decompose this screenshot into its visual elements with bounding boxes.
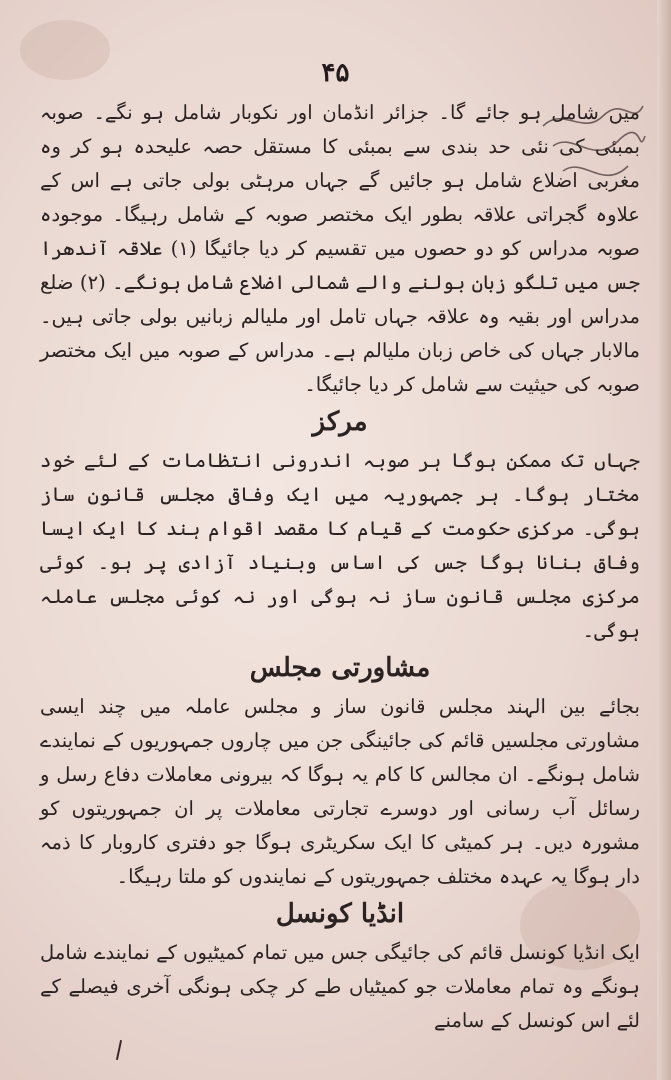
paragraph-provinces: میں شامل ہو جائے گا۔ جزائر انڈمان اور نکوبار شامل ہو نگے۔ صوبہ بمبئی کی نئی حد بندی سے بمبئی کا مستقل حصہ علیحدہ ہو کر وہ مغربی اضلاع شامل ہو جائیں گے جہاں مرہٹی بولی جاتی ہے اس کے علاوہ گجراتی علاقہ بطور ایک مختصر صوبہ کے شامل رہیگا۔ موجودہ صوبہ مدراس کو دو حصوں میں تقسیم کر دیا جائیگا (۱) علاقہ آندھرا جس میں تلگو زبان بولنے والے شمالی اضلاع شامل ہونگے۔ (۲) ضلع مدراس اور بقیہ وہ علاقہ جہاں تامل اور ملیالم زبانیں بولی جاتی ہیں۔ مالابار جہاں کی خاص زبان ملیالم ہے۔ مدراس کے صوبہ میں ایک مختصر صوبہ کی حیثیت سے شامل کر دیا جائیگا۔ bbox=[40, 101, 640, 396]
page-edge bbox=[657, 0, 671, 1080]
paragraph-india-council: ایک انڈیا کونسل قائم کی جائیگی جس میں تمام کمیٹیوں کے نمایندے شامل ہونگے وہ تمام معاملات جو کمیٹیاں طے کر چکی ہونگی آخری فیصلے کے لئے اس کونسل کے سامنے bbox=[40, 941, 640, 1032]
paragraph-advisory-council: بجائے بین الہند مجلس قانون ساز و مجلس عاملہ میں چند ایسی مشاورتی مجلسیں قائم کی جائینگی جن میں چاروں جمہوریوں کے نمایندے شامل ہونگے۔ ان مجالس کا کام یہ ہوگا کہ بیرونی معاملات دفاع رسل و رسائل آب رسانی اور دوسرے تجارتی معاملات پر ان جمہوریتوں کو مشورہ دیں۔ ہر کمیٹی کا ایک سکریٹری ہوگا جو دفتری کاروبار کا ذمہ دار ہوگا یہ عہدہ مختلف جمہوریتوں کے نمایندوں کو ملتا رہیگا۔ bbox=[40, 695, 640, 888]
page-number: ۴۵ bbox=[321, 58, 350, 88]
heading-advisory-council: مشاورتی مجلس bbox=[249, 653, 431, 683]
heading-india-council: انڈیا کونسل bbox=[275, 899, 405, 929]
ink-mark bbox=[116, 1040, 122, 1060]
paragraph-center: جہاں تک ممکن ہوگا ہر صوبہ اندرونی انتظامات کے لئے خود مختار ہوگا۔ ہر جمہوریہ میں ایک وفاقی مجلس قانون ساز ہوگی۔ مرکزی حکومت کے قیام کا مقصد اقوام ہند کا ایک ایسا وفاق بنانا ہوگا جس کی اساس وبنیاد آزادی پر ہو۔ کوئی مرکزی مجلس قانون ساز نہ ہوگی اور نہ کوئی مجلس عاملہ ہوگی۔ bbox=[40, 449, 640, 642]
heading-center: مرکز bbox=[312, 407, 368, 437]
document-body bbox=[40, 56, 640, 1038]
